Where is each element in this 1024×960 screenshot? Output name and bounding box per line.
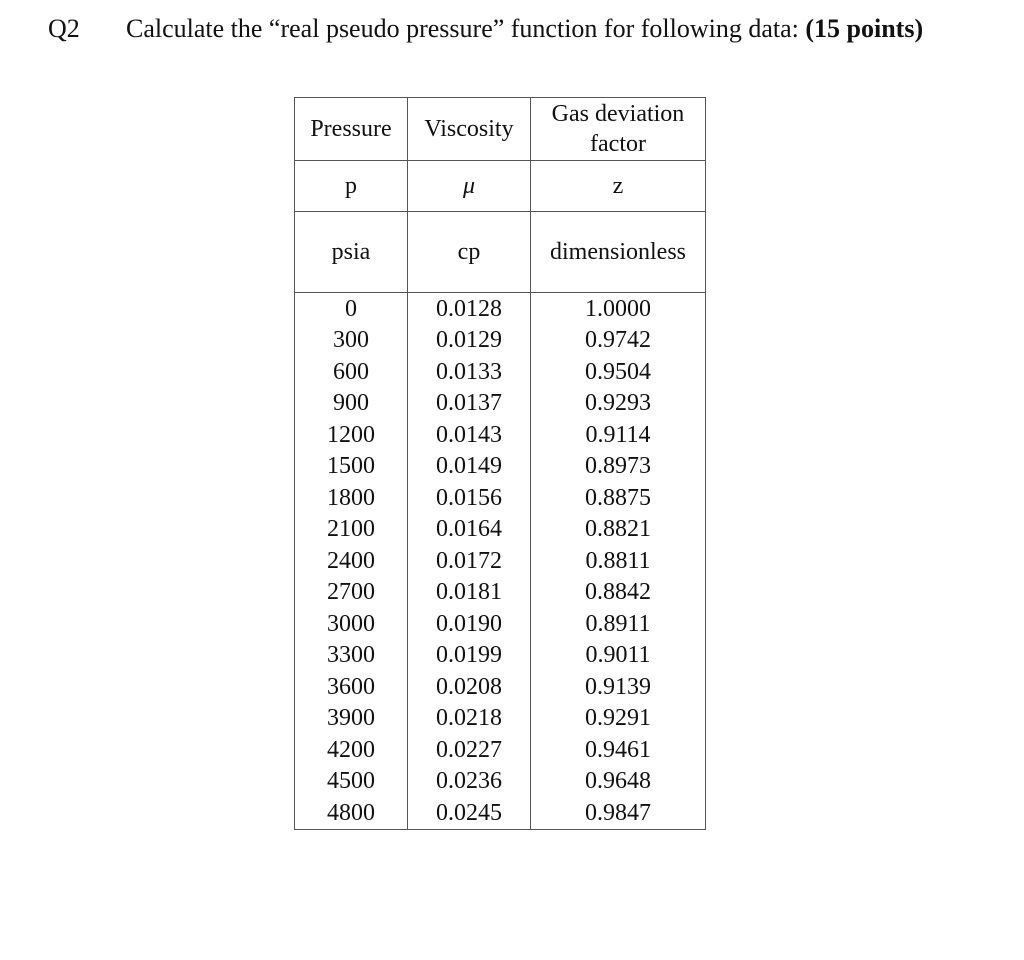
table-row <box>295 482 706 514</box>
cell-viscosity: 0.0199 <box>408 640 531 672</box>
cell-z: 0.8973 <box>531 451 706 483</box>
cell-viscosity: 0.0128 <box>408 293 531 325</box>
cell-z: 0.9504 <box>531 356 706 388</box>
cell-viscosity: 0.0133 <box>408 356 531 388</box>
table-row <box>295 514 706 546</box>
table-row <box>295 325 706 357</box>
cell-z: 0.9291 <box>531 703 706 735</box>
table-row <box>295 734 706 766</box>
header-z-line2: factor <box>590 131 646 157</box>
table-row <box>295 608 706 640</box>
cell-z: 0.8821 <box>531 514 706 546</box>
symbol-row <box>295 161 706 212</box>
cell-viscosity: 0.0143 <box>408 419 531 451</box>
cell-viscosity: 0.0129 <box>408 325 531 357</box>
table-row <box>295 577 706 609</box>
cell-pressure: 300 <box>295 325 408 357</box>
cell-z: 0.9114 <box>531 419 706 451</box>
cell-z: 0.9742 <box>531 325 706 357</box>
cell-pressure: 4800 <box>295 797 408 829</box>
cell-viscosity: 0.0181 <box>408 577 531 609</box>
cell-z: 0.8842 <box>531 577 706 609</box>
unit-row <box>295 212 706 293</box>
cell-pressure: 4500 <box>295 766 408 798</box>
table-row <box>295 766 706 798</box>
cell-viscosity: 0.0149 <box>408 451 531 483</box>
cell-viscosity: 0.0218 <box>408 703 531 735</box>
cell-z: 0.9847 <box>531 797 706 829</box>
cell-z: 0.8875 <box>531 482 706 514</box>
cell-viscosity: 0.0156 <box>408 482 531 514</box>
table-row <box>295 671 706 703</box>
header-row <box>295 98 706 161</box>
table-row <box>295 545 706 577</box>
symbol-z: z <box>531 161 706 212</box>
cell-z: 0.9648 <box>531 766 706 798</box>
cell-z: 1.0000 <box>531 293 706 325</box>
cell-pressure: 4200 <box>295 734 408 766</box>
cell-viscosity: 0.0208 <box>408 671 531 703</box>
cell-pressure: 0 <box>295 293 408 325</box>
cell-viscosity: 0.0190 <box>408 608 531 640</box>
header-pressure: Pressure <box>295 98 408 161</box>
cell-pressure: 600 <box>295 356 408 388</box>
table-row <box>295 388 706 420</box>
symbol-viscosity: μ <box>408 161 531 212</box>
cell-pressure: 1500 <box>295 451 408 483</box>
table-row <box>295 356 706 388</box>
cell-pressure: 900 <box>295 388 408 420</box>
cell-viscosity: 0.0172 <box>408 545 531 577</box>
table-row <box>295 703 706 735</box>
cell-viscosity: 0.0137 <box>408 388 531 420</box>
cell-z: 0.9461 <box>531 734 706 766</box>
unit-z: dimensionless <box>531 212 706 293</box>
table-row <box>295 451 706 483</box>
cell-viscosity: 0.0245 <box>408 797 531 829</box>
cell-pressure: 2100 <box>295 514 408 546</box>
cell-z: 0.9011 <box>531 640 706 672</box>
cell-z: 0.9293 <box>531 388 706 420</box>
unit-viscosity: cp <box>408 212 531 293</box>
cell-pressure: 3000 <box>295 608 408 640</box>
question-points: (15 points) <box>805 14 924 43</box>
symbol-pressure: p <box>295 161 408 212</box>
cell-pressure: 3900 <box>295 703 408 735</box>
table-body <box>295 98 706 830</box>
cell-pressure: 1200 <box>295 419 408 451</box>
data-table <box>294 97 706 830</box>
table-row <box>295 293 706 325</box>
cell-viscosity: 0.0236 <box>408 766 531 798</box>
cell-z: 0.8811 <box>531 545 706 577</box>
header-z-line1: Gas deviation <box>551 101 685 127</box>
unit-pressure: psia <box>295 212 408 293</box>
cell-viscosity: 0.0164 <box>408 514 531 546</box>
table-row <box>295 797 706 829</box>
cell-z: 0.9139 <box>531 671 706 703</box>
question-prompt: Calculate the “real pseudo pressure” function for following data: <box>126 14 806 43</box>
cell-pressure: 3600 <box>295 671 408 703</box>
question-text <box>126 12 923 46</box>
cell-pressure: 2400 <box>295 545 408 577</box>
cell-z: 0.8911 <box>531 608 706 640</box>
header-gas-deviation-factor <box>531 98 706 161</box>
table-row <box>295 419 706 451</box>
header-viscosity: Viscosity <box>408 98 531 161</box>
table-row <box>295 640 706 672</box>
cell-pressure: 3300 <box>295 640 408 672</box>
cell-pressure: 2700 <box>295 577 408 609</box>
cell-pressure: 1800 <box>295 482 408 514</box>
cell-viscosity: 0.0227 <box>408 734 531 766</box>
question-number: Q2 <box>48 14 80 43</box>
